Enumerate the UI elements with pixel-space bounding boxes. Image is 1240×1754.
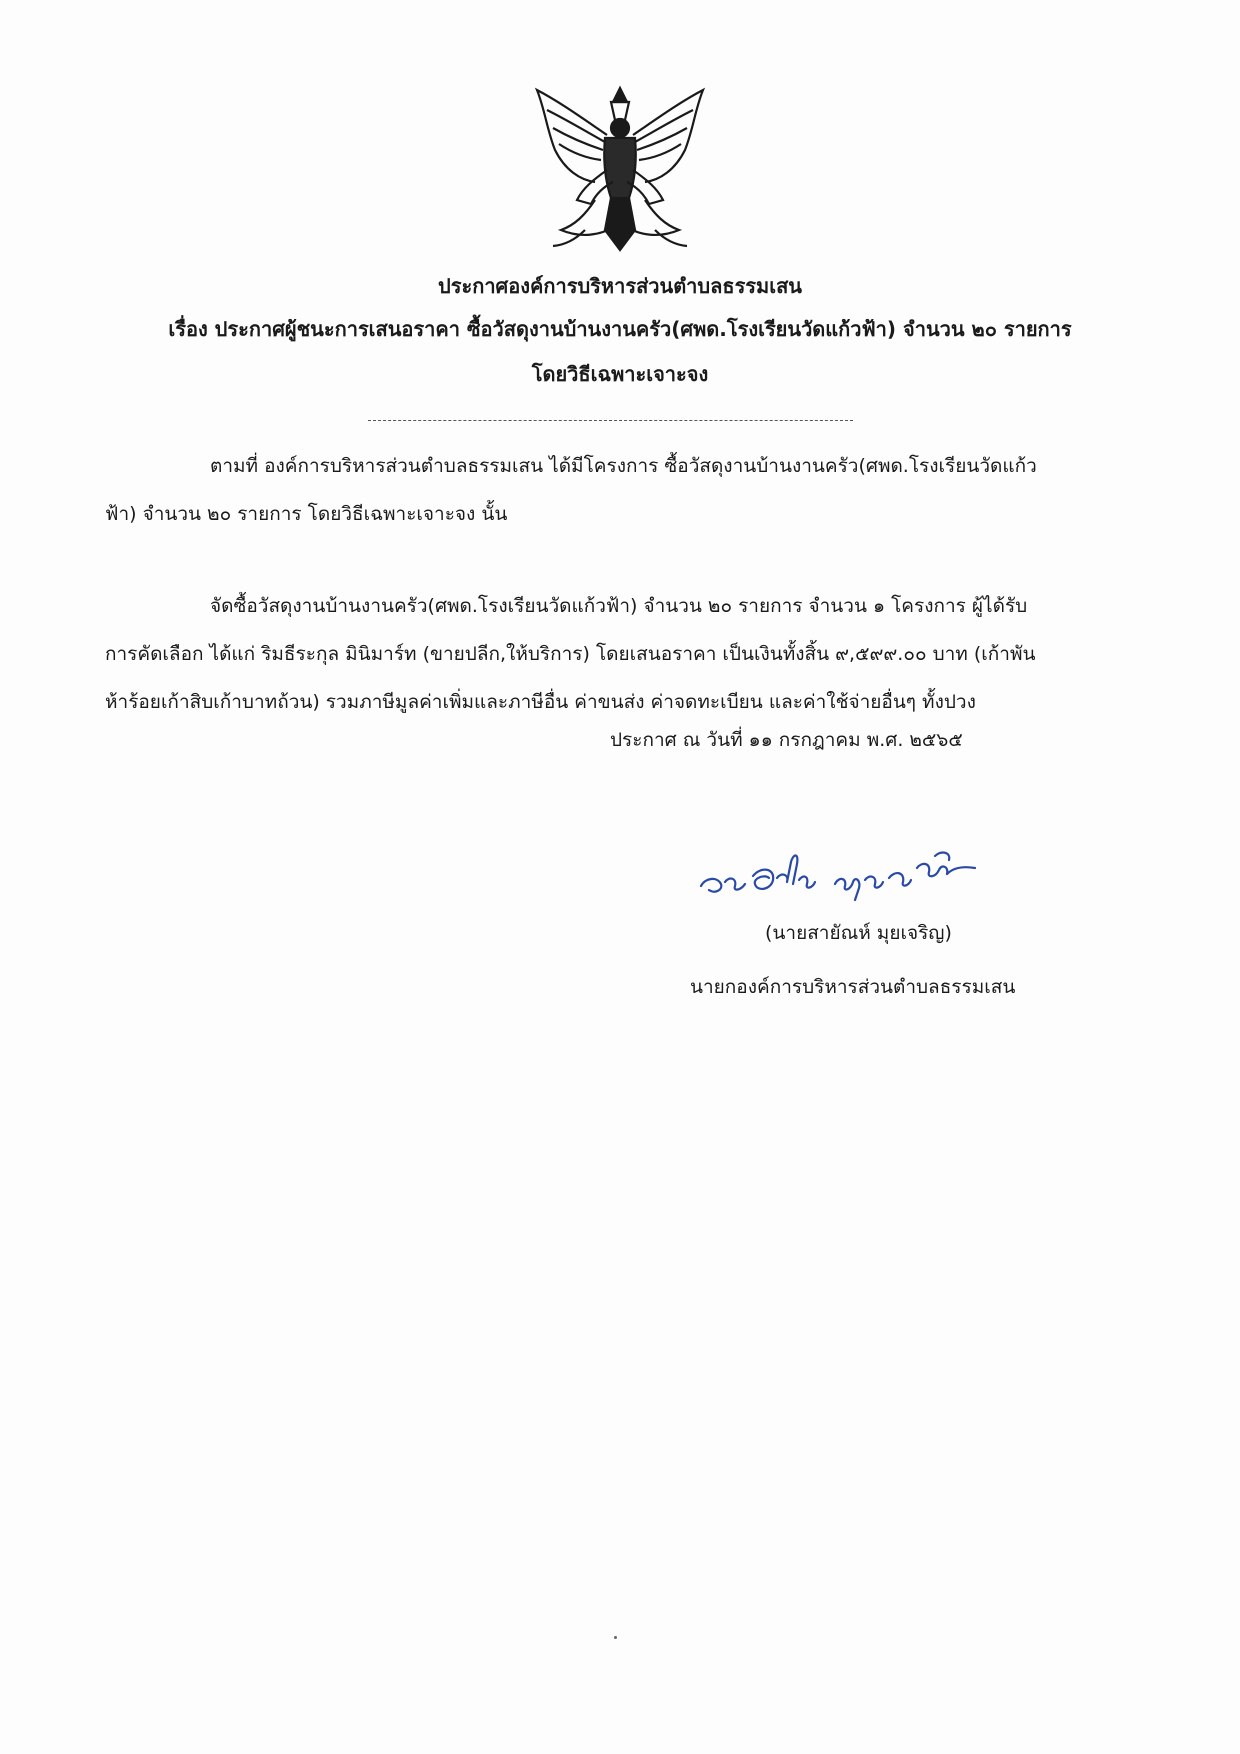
paragraph-line: การคัดเลือก ได้แก่ ริมธีระกุล มินิมาร์ท (ขายปลีก,ให้บริการ) โดยเสนอราคา เป็นเงินทั้งสิ้น ๙,๕๙๙.๐๐ บาท (เก้าพัน [105,643,1036,665]
document-heading-method: โดยวิธีเฉพาะเจาะจง [531,362,709,386]
paragraph-line: ฟ้า) จำนวน ๒๐ รายการ โดยวิธีเฉพาะเจาะจง นั้น [105,503,508,525]
paragraph-line: ตามที่ องค์การบริหารส่วนตำบลธรรมเสน ได้มีโครงการ ซื้อวัสดุงานบ้านงานครัว(ศพด.โรงเรียนวัดแก้ว [210,455,1037,477]
paragraph-award [105,582,1105,726]
paragraph-background [105,442,1105,538]
document-heading-subject: เรื่อง ประกาศผู้ชนะการเสนอราคา ซื้อวัสดุงานบ้านงานครัว(ศพด.โรงเรียนวัดแก้วฟ้า) จำนวน ๒๐ รายการ [168,317,1072,341]
signature-icon [695,838,985,908]
signer-name: (นายสายัณห์ มุยเจริญ) [765,922,952,944]
scan-speck [614,1636,617,1639]
announcement-date: ประกาศ ณ วันที่ ๑๑ กรกฎาคม พ.ศ. ๒๕๖๕ [610,729,963,751]
heading-divider [368,420,853,421]
paragraph-line: ห้าร้อยเก้าสิบเก้าบาทถ้วน) รวมภาษีมูลค่าเพิ่มและภาษีอื่น ค่าขนส่ง ค่าจดทะเบียน และค่าใช้จ่ายอื่นๆ ทั้งปวง [105,691,976,713]
paragraph-line: จัดซื้อวัสดุงานบ้านงานครัว(ศพด.โรงเรียนวัดแก้วฟ้า) จำนวน ๒๐ รายการ จำนวน ๑ โครงการ ผู้ได้รับ [210,595,1028,617]
signer-position: นายกองค์การบริหารส่วนตำบลธรรมเสน [690,976,1016,998]
garuda-emblem-icon [525,80,715,255]
document-heading-issuer: ประกาศองค์การบริหารส่วนตำบลธรรมเสน [438,274,802,298]
